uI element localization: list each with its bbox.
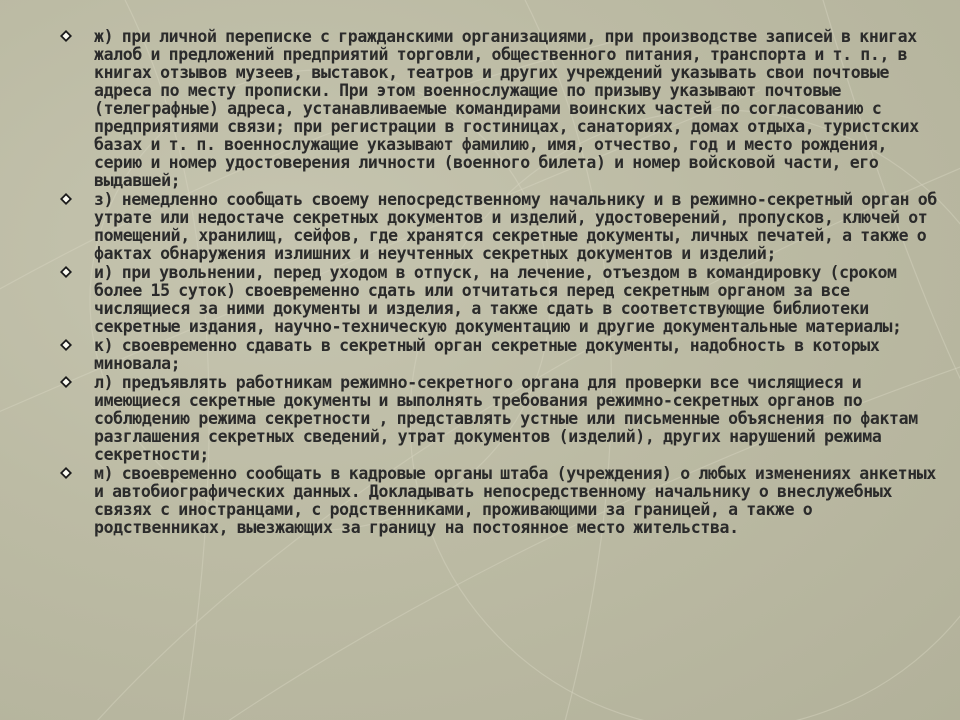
list-item-text: и) при увольнении, перед уходом в отпуск, на лечение, отъездом в командировку (сроком более 15 суток) своевременно сдать или отчитаться перед секретным органом за все числящиеся за ними документы и изделия, а также сдать в соответствующие библиотеки секретные издания, научно-техническую документацию и другие документальные материалы; [94,263,902,336]
list-item [60,191,940,263]
list-item [60,465,940,537]
list-item [60,264,940,336]
list-item [60,374,940,464]
diamond-bullet-icon [60,30,72,42]
list-item-text: к) своевременно сдавать в секретный орган секретные документы, надобность в которых миновала; [94,336,880,373]
list-item [60,337,940,373]
bullet-list [60,28,940,538]
diamond-bullet-icon [60,467,72,479]
diamond-bullet-icon [60,266,72,278]
list-item-text: л) предъявлять работникам режимно-секретного органа для проверки все числящиеся и имеющиеся секретные документы и выполнять требования режимно-секретных органов по соблюдению режима секретности , представлять устные или письменные объяснения по фактам разглашения секретных сведений, утрат документов (изделий), других нарушений режима секретности; [94,373,918,464]
diamond-bullet-icon [60,339,72,351]
diamond-bullet-icon [60,193,72,205]
list-item-text: з) немедленно сообщать своему непосредственному начальнику и в режимно-секретный орган об утрате или недостаче секретных документов и изделий, удостоверений, пропусков, ключей от помещений, хранилищ, сейфов, где хранятся секретные документы, личных печатей, а также о фактах обнаружения излишних и неучтенных секретных документов и изделий; [94,190,937,263]
list-item-text: м) своевременно сообщать в кадровые органы штаба (учреждения) о любых изменениях анкетных и автобиографических данных. Докладывать непосредственному начальнику о внеслужебных связях с иностранцами, с родственниками, проживающими за границей, а также о родственниках, выезжающих за границу на постоянное место жительства. [94,464,936,537]
diamond-bullet-icon [60,376,72,388]
list-item-text: ж) при личной переписке с гражданскими организациями, при производстве записей в книгах жалоб и предложений предприятий торговли, общественного питания, транспорта и т. п., в книгах отзывов музеев, выставок, театров и других учреждений указывать свои почтовые адреса по месту прописки. При этом военнослужащие по призыву указывают почтовые (телеграфные) адреса, устанавливаемые командирами воинских частей по согласованию с предприятиями связи; при регистрации в гостиницах, санаториях, домах отдыха, туристских базах и т. п. военнослужащие указывают фамилию, имя, отчество, год и место рождения, серию и номер удостоверения личности (военного билета) и номер войсковой части, его выдавшей; [94,27,919,190]
list-item [60,28,940,190]
